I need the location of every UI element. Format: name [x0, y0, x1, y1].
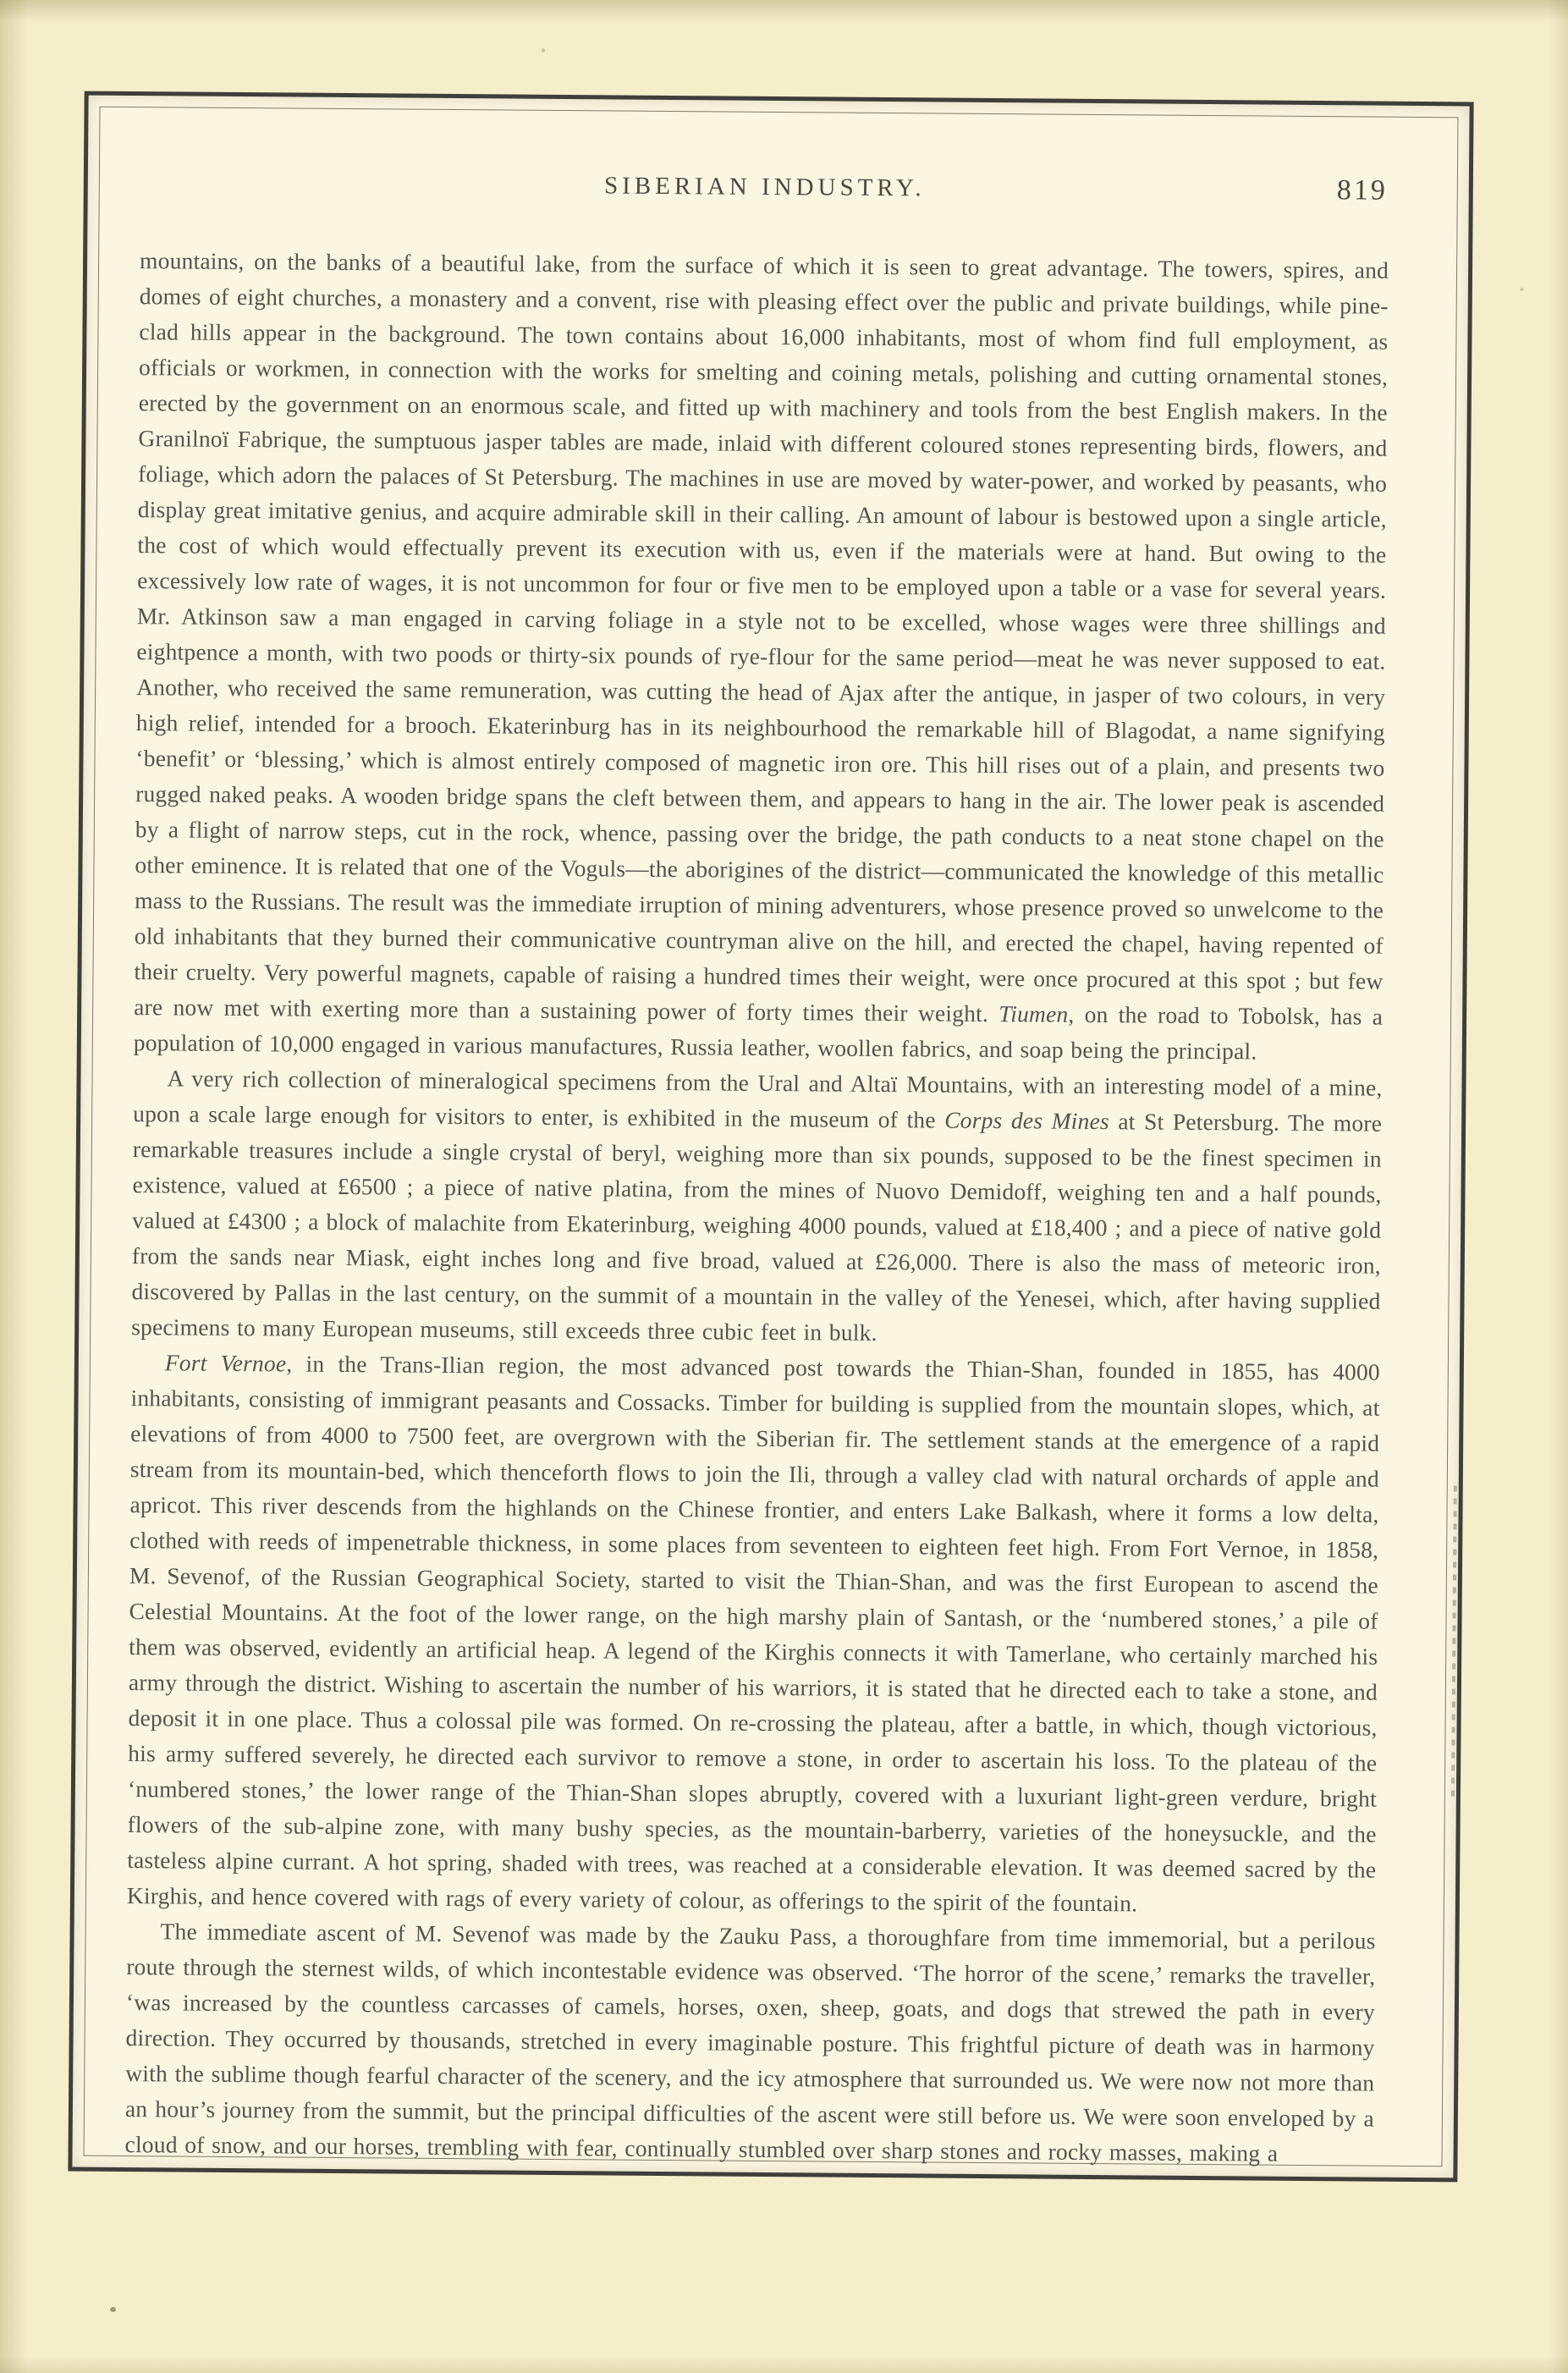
- paper-edge-shadow-top: [0, 0, 1568, 22]
- body-paragraph: The immediate ascent of M. Sevenof was made by the Zauku Pass, a thoroughfare from time immemorial, but a perilous route through the sternest wilds, of which incontestable evidence was observed. ‘The horror of the scene,’ remarks the traveller, ‘was increased by the countless carcasses of camels, horses, oxen, sheep, goats, and dogs that strewed the path in every direction. They occurred by thousands, stretched in every imaginable posture. This frightful picture of death was in harmony with the sublime though fearful character of the scenery, and the icy atmosphere that surrounded us. We were now not more than an hour’s journey from the summit, but the principal difficulties of the ascent were still before us. We were soon enveloped by a cloud of snow, and our horses, trembling with fear, continually stumbled over sharp stones and rocky masses, making a: [124, 1918, 1376, 2167]
- page-title: SIBERIAN INDUSTRY.: [603, 172, 926, 202]
- body-paragraph: A very rich collection of mineralogical specimens from the Ural and Altaï Mountains, with an interesting model of a mine, upon a scale large enough for visitors to enter, is exhibited in the museum of the Corps des Mines at St Petersburg. The more remarkable treasures include a single crystal of beryl, weighing more than six pounds, supposed to be the finest specimen in existence, valued at £6500 ; a piece of native platina, from the mines of Nuovo Demidoff, weighing ten and a half pounds, valued at £4300 ; a block of malachite from Ekaterinburg, weighing 4000 pounds, valued at £18,400 ; and a piece of native gold from the sands near Miask, eight inches long and five broad, valued at £26,000. There is also the mass of meteoric iron, discovered by Pallas in the last century, on the summit of a mountain in the valley of the Yenesei, which, after having supplied specimens to many European museums, still exceeds three cubic feet in bulk.: [131, 1065, 1383, 1346]
- paper-edge-shadow-bottom: [0, 2356, 1568, 2373]
- body-paragraph: Fort Vernoe, in the Trans-Ilian region, the most advanced post towards the Thian-Shan, founded in 1855, has 4000 inhabitants, consisting of immigrant peasants and Cossacks. Timber for building is supplied from the mountain slopes, which, at elevations of from 4000 to 7500 feet, are overgrown with the Siberian fir. The settlement stands at the emergence of a rapid stream from its mountain-bed, which thenceforth flows to join the Ili, through a valley clad with natural orchards of apple and apricot. This river descends from the highlands on the Chinese frontier, and enters Lake Balkash, where it forms a low delta, clothed with reeds of impenetrable thickness, in some places from seventeen to eighteen feet high. From Fort Vernoe, in 1858, M. Sevenof, of the Russian Geographical Society, started to visit the Thian-Shan, and was the first European to ascend the Celestial Mountains. At the foot of the lower range, on the high marshy plain of Santash, or the ‘numbered stones,’ a pile of them was observed, evidently an artificial heap. A legend of the Kirghis connects it with Tamerlane, who certainly marched his army through the district. Wishing to ascertain the number of his warriors, it is stated that he directed each to take a stone, and deposit it in one place. Thus a colossal pile was formed. On re-crossing the plateau, after a battle, in which, though victorious, his army suffered severely, he directed each survivor to remove a stone, in order to ascertain his loss. To the plateau of the ‘numbered stones,’ the lower range of the Thian-Shan slopes abruptly, covered with a luxuriant light-green verdure, bright flowers of the sub-alpine zone, with many bushy species, as the mountain-barberry, varieties of the honeysuckle, and the tasteless alpine currant. A hot spring, shaded with trees, was reached at a considerable elevation. It was deemed sacred by the Kirghis, and hence covered with rags of every variety of colour, as offerings to the spirit of the fountain.: [126, 1349, 1380, 1917]
- text-column: [124, 96, 1389, 2178]
- running-head: [140, 168, 1389, 216]
- scan-edge-marks: [1451, 1485, 1457, 1798]
- body-paragraph: mountains, on the banks of a beautiful lake, from the surface of which it is seen to great advantage. The towers, spires, and domes of eight churches, a monastery and a convent, rise with pleasing effect over the public and private buildings, while pine-clad hills appear in the background. The town contains about 16,000 inhabitants, most of whom find full employment, as officials or workmen, in connection with the works for smelting and coining metals, polishing and cutting ornamental stones, erected by the government on an enormous scale, and fitted up with machinery and tools from the best English makers. In the Granilnoï Fabrique, the sumptuous jasper tables are made, inlaid with different coloured stones representing birds, flowers, and foliage, which adorn the palaces of St Petersburg. The machines in use are moved by water-power, and worked by peasants, who display great imitative genius, and acquire admirable skill in their calling. An amount of labour is bestowed upon a single article, the cost of which would effectually prevent its execution with us, even if the materials were at hand. But owing to the excessively low rate of wages, it is not uncommon for four or five men to be employed upon a table or a vase for several years. Mr. Atkinson saw a man engaged in carving foliage in a style not to be excelled, whose wages were three shillings and eightpence a month, with two poods or thirty-six pounds of rye-flour for the same period—meat he was never supposed to eat. Another, who received the same remuneration, was cutting the head of Ajax after the antique, in jasper of two colours, in very high relief, intended for a brooch. Ekaterinburg has in its neighbourhood the remarkable hill of Blagodat, a name signifying ‘benefit’ or ‘blessing,’ which is almost entirely composed of magnetic iron ore. This hill rises out of a plain, and presents two rugged naked peaks. A wooden bridge spans the cleft between them, and appears to hang in the air. The lower peak is ascended by a flight of narrow steps, cut in the rock, whence, passing over the bridge, the path conducts to a neat stone chapel on the other eminence. It is related that one of the Voguls—the aborigines of the district—communicated the knowledge of this metallic mass to the Russians. The result was the immediate irruption of mining adventurers, whose presence proved so unwelcome to the old inhabitants that they burned their communicative countryman alive on the hill, and erected the chapel, having repented of their cruelty. Very powerful magnets, capable of raising a hundred times their weight, were once procured at this spot ; but few are now met with exerting more than a sustaining power of forty times their weight. Tiumen, on the road to Tobolsk, has a population of 10,000 engaged in various manufactures, Russia leather, woollen fabrics, and soap being the principal.: [133, 247, 1389, 1065]
- page-number: 819: [1336, 174, 1388, 206]
- body-text: [124, 243, 1389, 2172]
- paper-speck: [542, 48, 545, 52]
- page-border-frame: [68, 91, 1473, 2183]
- paper-speck: [110, 2307, 116, 2312]
- paper-edge-shadow-left: [0, 0, 29, 2373]
- paper-edge-shadow-right: [1549, 0, 1568, 2373]
- paper-speck: [1520, 288, 1524, 291]
